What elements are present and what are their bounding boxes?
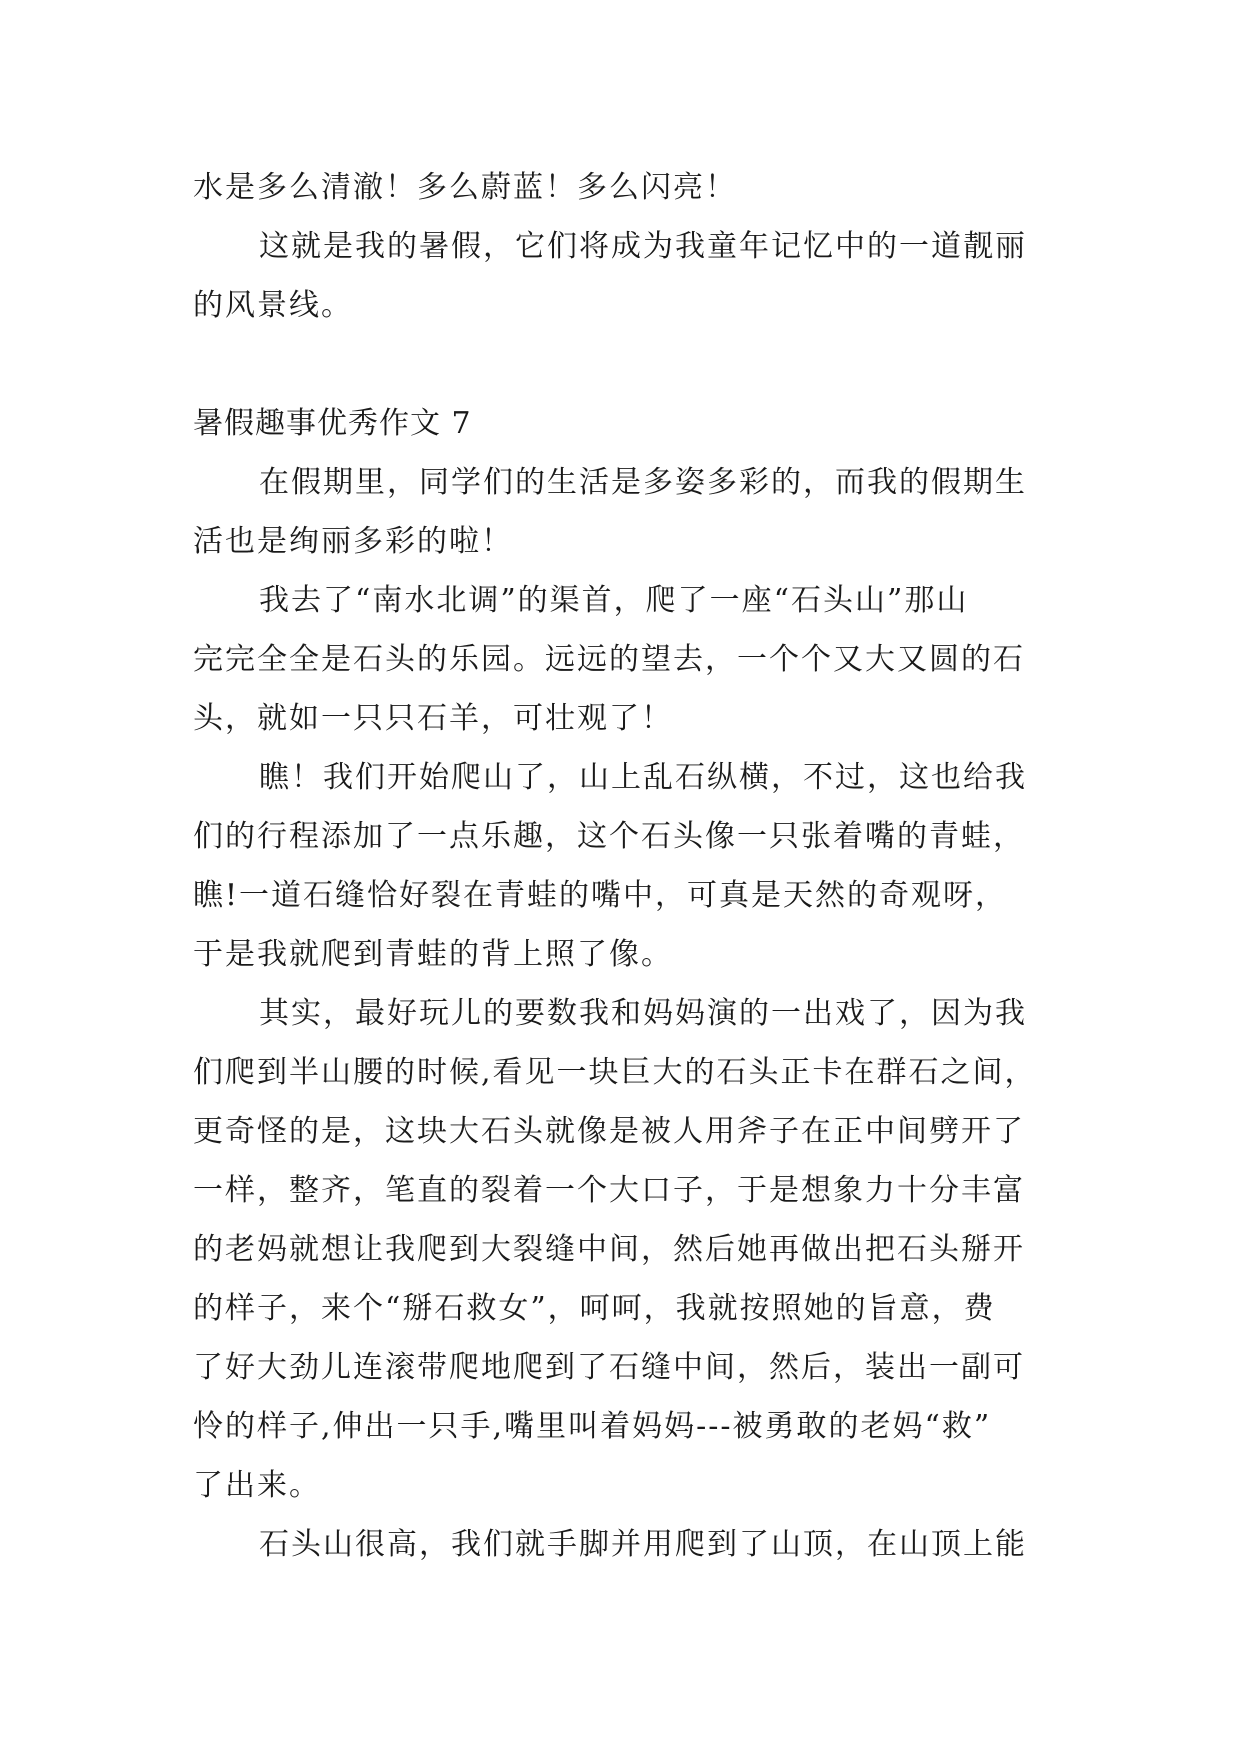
- text-line: 其实，最好玩儿的要数我和妈妈演的一出戏了，因为我: [259, 996, 1027, 1031]
- text-line: 的老妈就想让我爬到大裂缝中间，然后她再做出把石头掰开: [193, 1232, 1025, 1267]
- text-line: 头，就如一只只石羊，可壮观了！: [193, 701, 673, 736]
- text-line: 于是我就爬到青蛙的背上照了像。: [193, 937, 673, 972]
- section-title: 暑假趣事优秀作文 7: [193, 406, 472, 441]
- text-line: 我去了“南水北调”的渠首，爬了一座“石头山”那山: [259, 583, 969, 618]
- text-line: 们的行程添加了一点乐趣，这个石头像一只张着嘴的青蛙，: [193, 819, 1025, 854]
- text-line: 这就是我的暑假，它们将成为我童年记忆中的一道靓丽: [259, 229, 1027, 264]
- text-line: 瞧!一道石缝恰好裂在青蛙的嘴中，可真是天然的奇观呀，: [193, 878, 1008, 913]
- text-line: 了出来。: [193, 1468, 321, 1503]
- text-line: 们爬到半山腰的时候,看见一块巨大的石头正卡在群石之间，: [193, 1055, 1037, 1090]
- text-line: 的风景线。: [193, 288, 353, 323]
- text-line: 石头山很高，我们就手脚并用爬到了山顶，在山顶上能: [259, 1527, 1027, 1562]
- text-line: 一样，整齐，笔直的裂着一个大口子，于是想象力十分丰富: [193, 1173, 1025, 1208]
- text-line: 更奇怪的是，这块大石头就像是被人用斧子在正中间劈开了: [193, 1114, 1025, 1149]
- text-line: 怜的样子,伸出一只手,嘴里叫着妈妈---被勇敢的老妈“救”: [193, 1409, 992, 1444]
- text-line: 的样子，来个“掰石救女”，呵呵，我就按照她的旨意，费: [193, 1291, 996, 1326]
- section-spacer: [193, 335, 1053, 394]
- text-line: 在假期里，同学们的生活是多姿多彩的，而我的假期生: [259, 465, 1027, 500]
- text-line: 了好大劲儿连滚带爬地爬到了石缝中间，然后，装出一副可: [193, 1350, 1025, 1385]
- text-line: 水是多么清澈！多么蔚蓝！多么闪亮！: [193, 170, 737, 205]
- document-body: [193, 158, 1053, 1574]
- text-line: 瞧！我们开始爬山了，山上乱石纵横，不过，这也给我: [259, 760, 1027, 795]
- text-line: 完完全全是石头的乐园。远远的望去，一个个又大又圆的石: [193, 642, 1025, 677]
- text-line: 活也是绚丽多彩的啦！: [193, 524, 513, 559]
